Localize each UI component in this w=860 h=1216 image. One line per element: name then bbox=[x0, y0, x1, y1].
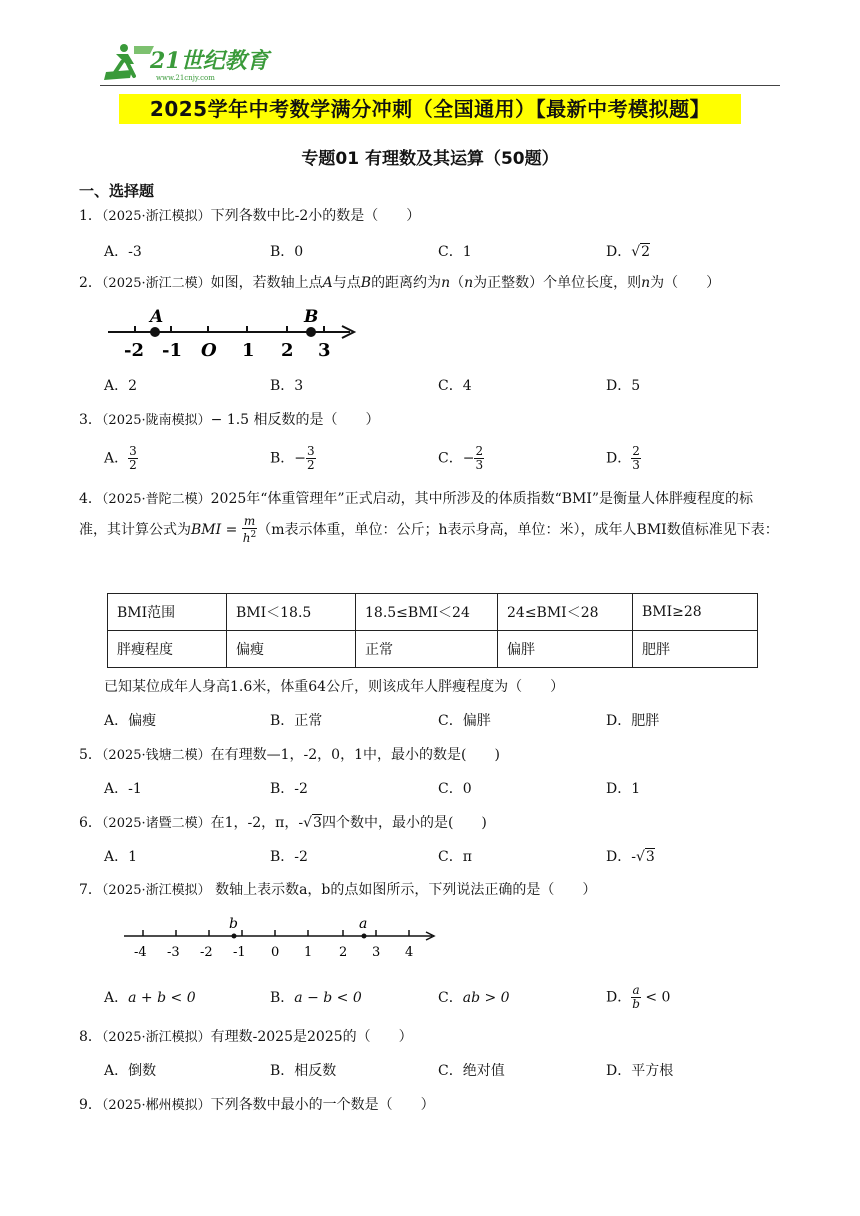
point-b-label: B bbox=[304, 307, 319, 327]
q4-option-b: B．正常 bbox=[270, 713, 323, 729]
q7-option-d: D． $\frac{a}{b}$ < 0 bbox=[606, 983, 671, 1011]
tick-label: -2 bbox=[124, 340, 144, 361]
table-cell: 18.5≤BMI＜24 bbox=[356, 594, 498, 631]
point-a-label: A bbox=[150, 307, 164, 327]
table-cell: 肥胖 bbox=[633, 631, 758, 668]
section-title: 一、选择题 bbox=[79, 182, 155, 200]
q8-option-a: A．倒数 bbox=[104, 1063, 157, 1079]
q5-option-c: C．0 bbox=[438, 781, 472, 797]
q1-option-c: C．1 bbox=[438, 244, 472, 260]
q8-option-b: B．相反数 bbox=[270, 1063, 337, 1079]
q2-option-a: A．2 bbox=[104, 378, 138, 394]
q3-option-c: C．− $\frac{2}{3}$ bbox=[438, 444, 484, 472]
q4-option-c: C．偏胖 bbox=[438, 713, 491, 729]
tick-label: O bbox=[201, 340, 217, 361]
logo-text: 21世纪教育 bbox=[150, 48, 269, 74]
table-cell: 偏胖 bbox=[498, 631, 633, 668]
point-b-label: b bbox=[229, 916, 238, 932]
question-1: 1．（2025·浙江模拟）下列各数中比-2小的数是（ ） bbox=[79, 208, 421, 224]
tick-label: -1 bbox=[233, 945, 246, 960]
q5-option-b: B．-2 bbox=[270, 781, 308, 797]
q5-option-d: D．1 bbox=[606, 781, 641, 797]
question-2: 2．（2025·浙江二模）如图，若数轴上点A与点B的距离约为n（n为正整数）个单位长度，则n为（ ） bbox=[79, 275, 721, 291]
q1-option-a: A．-3 bbox=[104, 244, 142, 260]
q4-option-a: A．偏瘦 bbox=[104, 713, 157, 729]
bmi-table bbox=[107, 593, 758, 668]
q8-option-d: D．平方根 bbox=[606, 1063, 674, 1079]
tick-label: -1 bbox=[162, 340, 182, 361]
table-row bbox=[108, 594, 758, 631]
table-cell: 偏瘦 bbox=[227, 631, 356, 668]
question-7: 7．（2025·浙江模拟） 数轴上表示数a，b的点如图所示，下列说法正确的是（ ） bbox=[79, 882, 597, 898]
point-b bbox=[306, 327, 316, 337]
tick-label: 1 bbox=[304, 945, 313, 960]
q2-option-d: D．5 bbox=[606, 378, 641, 394]
q3-option-d: D． $\frac{2}{3}$ bbox=[606, 444, 640, 472]
tick-label: -4 bbox=[134, 945, 147, 960]
q7-option-a: A．a + b < 0 bbox=[104, 990, 196, 1006]
question-5: 5．（2025·钱塘二模）在有理数—1，-2，0，1中，最小的数是( ) bbox=[79, 747, 500, 763]
q3-option-a: A． $\frac{3}{2}$ bbox=[104, 444, 137, 472]
tick-label: -3 bbox=[167, 945, 180, 960]
q1-option-d: D．√2 bbox=[606, 244, 651, 260]
point-a bbox=[362, 934, 367, 939]
question-3: 3．（2025·陇南模拟）− 1.5 相反数的是（ ） bbox=[79, 412, 380, 428]
table-cell: 24≤BMI＜28 bbox=[498, 594, 633, 631]
table-cell: 正常 bbox=[356, 631, 498, 668]
question-9: 9．（2025·郴州模拟）下列各数中最小的一个数是（ ） bbox=[79, 1097, 435, 1113]
q6-option-d: D．-√3 bbox=[606, 849, 655, 865]
q7-option-b: B．a − b < 0 bbox=[270, 990, 362, 1006]
point-a bbox=[150, 327, 160, 337]
question-6: 6．（2025·诸暨二模）在1，-2，π，-√3四个数中，最小的是( ) bbox=[79, 815, 487, 831]
point-a-label: a bbox=[359, 916, 368, 932]
tick-label: 0 bbox=[271, 945, 280, 960]
q8-option-c: C．绝对值 bbox=[438, 1063, 505, 1079]
document-title-banner: 2025学年中考数学满分冲刺（全国通用）【最新中考模拟题】 bbox=[119, 94, 741, 124]
header-rule bbox=[100, 85, 780, 86]
q4-option-d: D．肥胖 bbox=[606, 713, 660, 729]
q3-option-b: B．− $\frac{3}{2}$ bbox=[270, 444, 315, 472]
tick-label: 4 bbox=[405, 945, 414, 960]
table-cell: 胖瘦程度 bbox=[108, 631, 227, 668]
q5-option-a: A．-1 bbox=[104, 781, 142, 797]
q2-option-b: B．3 bbox=[270, 378, 304, 394]
tick-label: 2 bbox=[281, 340, 294, 361]
table-row bbox=[108, 631, 758, 668]
q6-option-c: C．π bbox=[438, 849, 472, 865]
table-cell: BMI≥28 bbox=[633, 594, 758, 631]
question-8: 8．（2025·浙江模拟）有理数-2025是2025的（ ） bbox=[79, 1029, 413, 1045]
q1-option-b: B．0 bbox=[270, 244, 304, 260]
tick-label: 3 bbox=[372, 945, 381, 960]
point-b bbox=[232, 934, 237, 939]
number-line-figure-q2 bbox=[104, 302, 360, 362]
logo bbox=[104, 42, 274, 84]
table-cell: BMI＜18.5 bbox=[227, 594, 356, 631]
tick-label: 1 bbox=[242, 340, 255, 361]
tick-label: 3 bbox=[318, 340, 331, 361]
document-subtitle: 专题01 有理数及其运算（50题） bbox=[301, 149, 559, 169]
runner-icon bbox=[104, 44, 154, 80]
q2-option-c: C．4 bbox=[438, 378, 472, 394]
q7-option-c: C．ab > 0 bbox=[438, 990, 510, 1006]
tick-label: -2 bbox=[200, 945, 213, 960]
tick-label: 2 bbox=[339, 945, 348, 960]
number-line-figure-q7 bbox=[118, 914, 444, 960]
logo-url: www.21cnjy.com bbox=[156, 74, 215, 82]
question-4: 4．（2025·普陀二模）2025年“体重管理年”正式启动，其中所涉及的体质指数“BMI”是衡量人体胖瘦程度的标准，其计算公式为BMI = $\frac{m}{h^2}$ （m表示体重，单位：公斤；h表示身高，单位：米），成年人BMI数值标准见下表： bbox=[79, 491, 779, 545]
table-cell: BMI范围 bbox=[108, 594, 227, 631]
question-4-continuation: 已知某位成年人身高1.6米，体重64公斤，则该成年人胖瘦程度为（ ） bbox=[104, 679, 565, 695]
q6-option-a: A．1 bbox=[104, 849, 138, 865]
q6-option-b: B．-2 bbox=[270, 849, 308, 865]
